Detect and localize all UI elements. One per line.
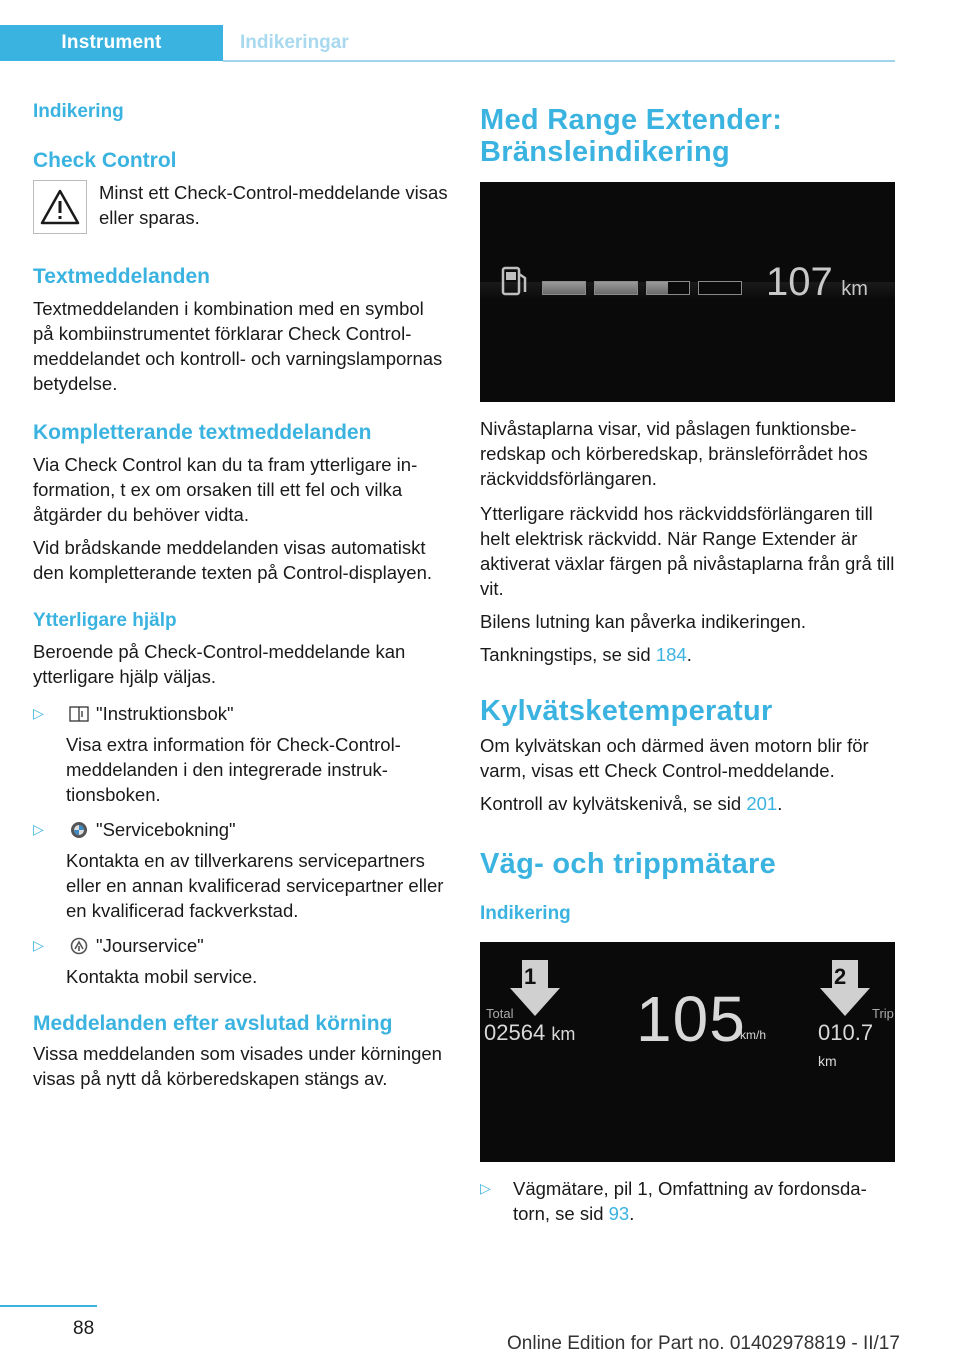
- help-body: Beroende på Check-Control-meddelande kan ytterligare hjälp väljas.: [33, 641, 406, 687]
- coolant-page-link[interactable]: 201: [746, 793, 778, 814]
- trip-value: 010.7: [818, 1020, 874, 1045]
- triangle-bullet-icon: ▷: [33, 937, 44, 953]
- after-body: Vissa meddelanden som visades under körningen visas på nytt då körberedskapen stängs av.: [33, 1043, 442, 1089]
- triangle-bullet-icon: ▷: [33, 705, 44, 721]
- list-item: [33, 933, 448, 989]
- heading-meddelanden-efter: Meddelanden efter avslutad körning: [33, 1012, 393, 1035]
- edition-text: Online Edition for Part no. 01402978819 - II/17: [507, 1333, 900, 1354]
- speed-unit: km/h: [740, 1028, 767, 1042]
- fuel-level-bars: [542, 281, 750, 295]
- coolant-check: Kontroll av kylvätskenivå, se sid 201.: [480, 793, 783, 814]
- fuel-level-fill: [543, 282, 585, 294]
- roadside-service-icon: [68, 937, 90, 955]
- page-number: 88: [73, 1318, 95, 1339]
- option-label: "Instruktionsbok": [96, 703, 234, 724]
- option-desc: Visa extra information för Check-Control-meddelanden i den integrerade instruktionsboken.: [66, 734, 401, 805]
- section-tab[interactable]: Instrument: [0, 25, 223, 61]
- option-label: "Jourservice": [96, 935, 204, 956]
- service-badge-icon: [68, 821, 90, 839]
- footer-rule: [0, 1305, 97, 1307]
- text-body: Textmeddelanden i kombination med en symbol på kombiinstrumentet förklarar Check Control-meddelandet och kontroll- och varningslampornas betydelse.: [33, 298, 443, 394]
- heading-textmeddelanden: Textmeddelanden: [33, 265, 210, 288]
- range-unit: km: [841, 278, 868, 300]
- subsection-tab[interactable]: Indikeringar: [240, 32, 349, 53]
- arrow-1-label: 1: [524, 964, 537, 989]
- left-column: [33, 100, 448, 1091]
- fuel-level-bar: [698, 281, 742, 295]
- triangle-bullet-icon: ▷: [480, 1180, 491, 1196]
- tank-tip: Tankningstips, se sid 184.: [480, 644, 692, 665]
- total-unit: km: [551, 1024, 576, 1044]
- triangle-bullet-icon: ▷: [33, 821, 44, 837]
- heading-range-extender: Med Range Extender: Bränsleindikering: [480, 104, 783, 168]
- odometer-page-link[interactable]: 93: [608, 1203, 630, 1224]
- supp-body-1: Via Check Control kan du ta fram ytterligare information, t ex om orsaken till ett fel och vilka åtgärder du behöver vidta.: [33, 454, 418, 525]
- fuel-pump-icon: [500, 262, 530, 298]
- option-desc: Kontakta mobil service.: [66, 966, 258, 987]
- book-icon: [68, 705, 90, 723]
- fuel-level-fill: [647, 282, 668, 294]
- fuel-level-bar: [594, 281, 638, 295]
- heading-kompletterande: Kompletterande textmeddelanden: [33, 421, 372, 444]
- heading-indikering-odo: Indikering: [480, 903, 571, 924]
- option-desc: Kontakta en av tillverkarens servicepartners eller en annan kvalificerad servicepartner eller en kvalificerad fackverkstad.: [66, 850, 444, 921]
- heading-ytterligare-hjalp: Ytterligare hjälp: [33, 610, 177, 631]
- arrow-2-label: 2: [834, 964, 847, 989]
- check-control-text: Minst ett Check-Control-meddelande visas eller sparas.: [99, 182, 448, 228]
- heading-indikering: Indikering: [33, 101, 124, 122]
- warning-triangle-icon: [33, 180, 87, 234]
- fuel-level-bar: [646, 281, 690, 295]
- header-rule: [223, 60, 895, 62]
- odometer-list: [480, 1176, 895, 1226]
- list-item: ▷ Vägmätare, pil 1, Omfattning av fordonsdatorn, se sid 93.: [480, 1178, 867, 1224]
- trip-unit: km: [818, 1053, 837, 1069]
- supp-body-2: Vid brådskande meddelanden visas automatiskt den kompletterande texten på Control-displayen.: [33, 537, 433, 583]
- total-value: 02564: [484, 1020, 546, 1045]
- total-readout: [484, 1020, 575, 1046]
- speed-value: 105: [636, 983, 746, 1055]
- range-paragraph-2: Ytterligare räckvidd hos räckviddsförlängaren till helt elektrisk räckvidd. När Range Extender är aktiverat växlar färgen på nivåstaplarna från grå till vit.: [480, 503, 895, 599]
- range-paragraph-1: Nivåstaplarna visar, vid påslagen funktionsberedskap och körberedskap, bränsleförrådet hos räckviddsförlängaren.: [480, 418, 868, 489]
- heading-kylvatsketemperatur: Kylvätsketemperatur: [480, 695, 773, 727]
- coolant-paragraph: Om kylvätskan och därmed även motorn blir för varm, visas ett Check Control-meddelande.: [480, 735, 869, 781]
- range-readout: [766, 260, 868, 305]
- option-label: "Servicebokning": [96, 819, 236, 840]
- fuel-level-fill: [595, 282, 637, 294]
- range-value: 107: [766, 260, 833, 304]
- check-control-row: [33, 180, 448, 234]
- right-column: [480, 104, 895, 1236]
- fuel-gauge-display: [480, 182, 895, 402]
- tank-page-link[interactable]: 184: [655, 644, 687, 665]
- help-options-list: [33, 701, 448, 989]
- list-item: [33, 817, 448, 923]
- heading-check-control: Check Control: [33, 149, 177, 172]
- range-paragraph-3: Bilens lutning kan påverka indikeringen.: [480, 611, 807, 632]
- trip-readout: [818, 1020, 895, 1072]
- fuel-level-bar: [542, 281, 586, 295]
- list-item: [33, 701, 448, 807]
- total-label: Total: [486, 1006, 514, 1021]
- heading-vag-och-trippmatare: Väg- och trippmätare: [480, 848, 777, 880]
- trip-label: Trip: [872, 1006, 894, 1021]
- odometer-display: [480, 942, 895, 1162]
